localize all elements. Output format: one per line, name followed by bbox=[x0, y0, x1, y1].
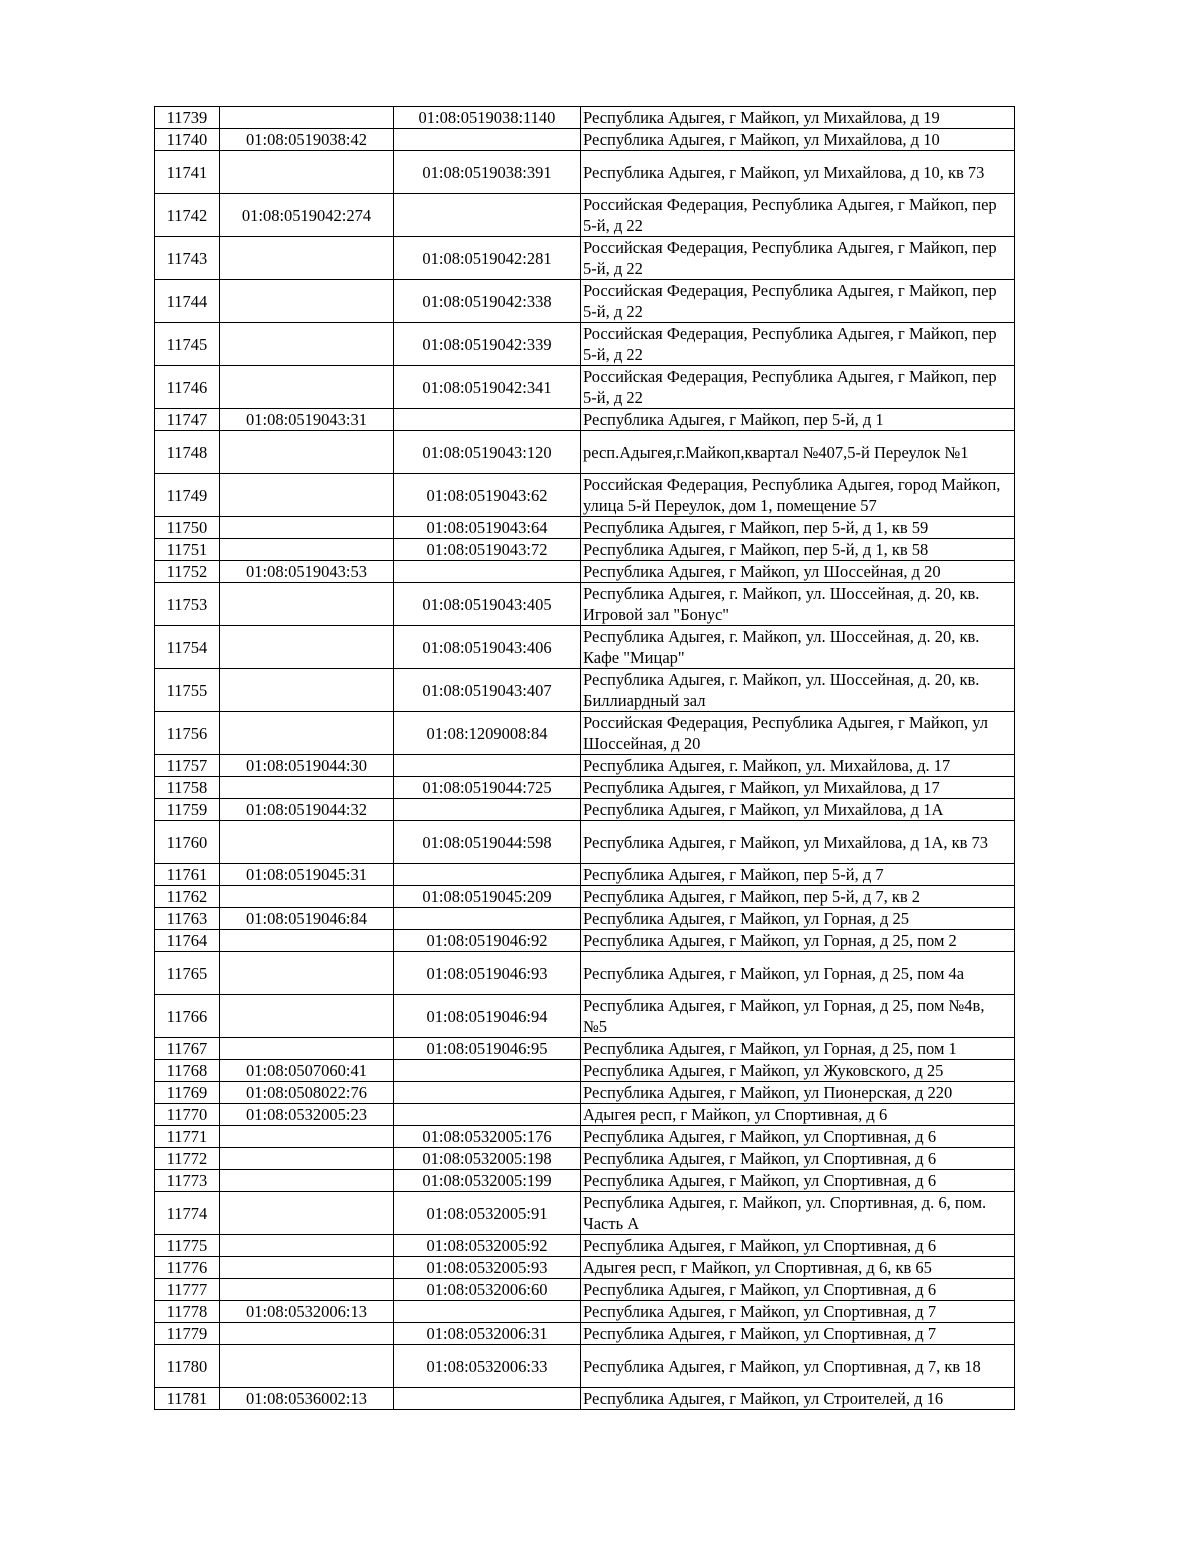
address-cell: Республика Адыгея, г. Майкоп, ул. Шоссейная, д. 20, кв. Кафе "Мицар" bbox=[581, 626, 1015, 669]
land-plot-number-cell bbox=[220, 151, 394, 194]
table-row bbox=[155, 151, 1015, 194]
address-cell: Республика Адыгея, г Майкоп, ул Михайлова, д 1А, кв 73 bbox=[581, 821, 1015, 864]
building-number-cell: 01:08:0519042:281 bbox=[394, 237, 581, 280]
address-cell: Российская Федерация, Республика Адыгея, г Майкоп, пер 5-й, д 22 bbox=[581, 366, 1015, 409]
building-number-cell: 01:08:0532005:93 bbox=[394, 1257, 581, 1279]
row-number-cell: 11749 bbox=[155, 474, 220, 517]
land-plot-number-cell bbox=[220, 280, 394, 323]
address-cell: Российская Федерация, Республика Адыгея, г Майкоп, пер 5-й, д 22 bbox=[581, 194, 1015, 237]
address-cell: Республика Адыгея, г Майкоп, ул Михайлова, д 10 bbox=[581, 129, 1015, 151]
building-number-cell: 01:08:0519044:598 bbox=[394, 821, 581, 864]
building-number-cell: 01:08:0519038:1140 bbox=[394, 107, 581, 129]
address-cell: Республика Адыгея, г Майкоп, ул Жуковского, д 25 bbox=[581, 1060, 1015, 1082]
table-row bbox=[155, 237, 1015, 280]
land-plot-number-cell bbox=[220, 539, 394, 561]
building-number-cell bbox=[394, 1104, 581, 1126]
land-plot-number-cell bbox=[220, 952, 394, 995]
row-number-cell: 11768 bbox=[155, 1060, 220, 1082]
land-plot-number-cell: 01:08:0519044:30 bbox=[220, 755, 394, 777]
row-number-cell: 11781 bbox=[155, 1388, 220, 1410]
building-number-cell: 01:08:0519045:209 bbox=[394, 886, 581, 908]
row-number-cell: 11754 bbox=[155, 626, 220, 669]
land-plot-number-cell bbox=[220, 517, 394, 539]
table-row bbox=[155, 366, 1015, 409]
land-plot-number-cell: 01:08:0519038:42 bbox=[220, 129, 394, 151]
table-row bbox=[155, 864, 1015, 886]
address-cell: Республика Адыгея, г Майкоп, ул Горная, д 25, пом 1 bbox=[581, 1038, 1015, 1060]
land-plot-number-cell bbox=[220, 366, 394, 409]
row-number-cell: 11741 bbox=[155, 151, 220, 194]
land-plot-number-cell bbox=[220, 886, 394, 908]
row-number-cell: 11742 bbox=[155, 194, 220, 237]
address-cell: Республика Адыгея, г Майкоп, ул Горная, д 25, пом 4а bbox=[581, 952, 1015, 995]
address-cell: Республика Адыгея, г Майкоп, пер 5-й, д 1 bbox=[581, 409, 1015, 431]
address-cell: Республика Адыгея, г Майкоп, ул Михайлова, д 19 bbox=[581, 107, 1015, 129]
building-number-cell: 01:08:0532006:31 bbox=[394, 1323, 581, 1345]
address-cell: Республика Адыгея, г Майкоп, ул Горная, д 25, пом 2 bbox=[581, 930, 1015, 952]
land-plot-number-cell: 01:08:0519045:31 bbox=[220, 864, 394, 886]
building-number-cell: 01:08:0519042:341 bbox=[394, 366, 581, 409]
building-number-cell: 01:08:0519043:120 bbox=[394, 431, 581, 474]
building-number-cell bbox=[394, 864, 581, 886]
land-plot-number-cell bbox=[220, 1257, 394, 1279]
land-plot-number-cell bbox=[220, 237, 394, 280]
land-plot-number-cell: 01:08:0532005:23 bbox=[220, 1104, 394, 1126]
row-number-cell: 11779 bbox=[155, 1323, 220, 1345]
building-number-cell: 01:08:0519046:94 bbox=[394, 995, 581, 1038]
table-row bbox=[155, 1060, 1015, 1082]
land-plot-number-cell bbox=[220, 1192, 394, 1235]
land-plot-number-cell bbox=[220, 1235, 394, 1257]
address-cell: респ.Адыгея,г.Майкоп,квартал №407,5-й Переулок №1 bbox=[581, 431, 1015, 474]
building-number-cell: 01:08:0532006:33 bbox=[394, 1345, 581, 1388]
address-cell: Республика Адыгея, г Майкоп, пер 5-й, д 1, кв 58 bbox=[581, 539, 1015, 561]
building-number-cell bbox=[394, 755, 581, 777]
row-number-cell: 11752 bbox=[155, 561, 220, 583]
building-number-cell: 01:08:0519043:72 bbox=[394, 539, 581, 561]
address-cell: Российская Федерация, Республика Адыгея, г Майкоп, ул Шоссейная, д 20 bbox=[581, 712, 1015, 755]
land-plot-number-cell bbox=[220, 1279, 394, 1301]
row-number-cell: 11755 bbox=[155, 669, 220, 712]
table-row bbox=[155, 1345, 1015, 1388]
table-row bbox=[155, 952, 1015, 995]
land-plot-number-cell bbox=[220, 821, 394, 864]
building-number-cell: 01:08:0519043:62 bbox=[394, 474, 581, 517]
land-plot-number-cell bbox=[220, 669, 394, 712]
address-cell: Российская Федерация, Республика Адыгея, г Майкоп, пер 5-й, д 22 bbox=[581, 323, 1015, 366]
row-number-cell: 11774 bbox=[155, 1192, 220, 1235]
table-row bbox=[155, 799, 1015, 821]
row-number-cell: 11758 bbox=[155, 777, 220, 799]
land-plot-number-cell bbox=[220, 107, 394, 129]
table-row bbox=[155, 1104, 1015, 1126]
row-number-cell: 11743 bbox=[155, 237, 220, 280]
address-cell: Адыгея респ, г Майкоп, ул Спортивная, д 6, кв 65 bbox=[581, 1257, 1015, 1279]
land-plot-number-cell: 01:08:0507060:41 bbox=[220, 1060, 394, 1082]
row-number-cell: 11750 bbox=[155, 517, 220, 539]
building-number-cell: 01:08:0519043:64 bbox=[394, 517, 581, 539]
table-row bbox=[155, 323, 1015, 366]
row-number-cell: 11763 bbox=[155, 908, 220, 930]
building-number-cell: 01:08:0519042:338 bbox=[394, 280, 581, 323]
table-row bbox=[155, 561, 1015, 583]
address-cell: Республика Адыгея, г Майкоп, ул Шоссейная, д 20 bbox=[581, 561, 1015, 583]
table-body bbox=[155, 107, 1015, 1410]
address-cell: Республика Адыгея, г Майкоп, ул Строителей, д 16 bbox=[581, 1388, 1015, 1410]
row-number-cell: 11756 bbox=[155, 712, 220, 755]
row-number-cell: 11771 bbox=[155, 1126, 220, 1148]
address-cell: Республика Адыгея, г. Майкоп, ул. Шоссейная, д. 20, кв. Биллиардный зал bbox=[581, 669, 1015, 712]
row-number-cell: 11753 bbox=[155, 583, 220, 626]
building-number-cell bbox=[394, 1082, 581, 1104]
table-row bbox=[155, 1235, 1015, 1257]
land-plot-number-cell: 01:08:0536002:13 bbox=[220, 1388, 394, 1410]
row-number-cell: 11751 bbox=[155, 539, 220, 561]
row-number-cell: 11748 bbox=[155, 431, 220, 474]
table-row bbox=[155, 755, 1015, 777]
table-row bbox=[155, 1323, 1015, 1345]
table-row bbox=[155, 129, 1015, 151]
row-number-cell: 11766 bbox=[155, 995, 220, 1038]
building-number-cell bbox=[394, 409, 581, 431]
table-row bbox=[155, 107, 1015, 129]
address-cell: Республика Адыгея, г. Майкоп, ул. Спортивная, д. 6, пом. Часть А bbox=[581, 1192, 1015, 1235]
address-cell: Республика Адыгея, г Майкоп, ул Спортивная, д 6 bbox=[581, 1148, 1015, 1170]
row-number-cell: 11775 bbox=[155, 1235, 220, 1257]
building-number-cell: 01:08:0519046:93 bbox=[394, 952, 581, 995]
building-number-cell: 01:08:0532006:60 bbox=[394, 1279, 581, 1301]
land-plot-number-cell bbox=[220, 1345, 394, 1388]
row-number-cell: 11739 bbox=[155, 107, 220, 129]
land-plot-number-cell: 01:08:0532006:13 bbox=[220, 1301, 394, 1323]
building-number-cell bbox=[394, 194, 581, 237]
address-cell: Российская Федерация, Республика Адыгея, город Майкоп, улица 5-й Переулок, дом 1, помещение 57 bbox=[581, 474, 1015, 517]
row-number-cell: 11759 bbox=[155, 799, 220, 821]
row-number-cell: 11761 bbox=[155, 864, 220, 886]
table-row bbox=[155, 431, 1015, 474]
address-cell: Республика Адыгея, г. Майкоп, ул. Михайлова, д. 17 bbox=[581, 755, 1015, 777]
row-number-cell: 11773 bbox=[155, 1170, 220, 1192]
building-number-cell bbox=[394, 1388, 581, 1410]
table-row bbox=[155, 280, 1015, 323]
address-cell: Республика Адыгея, г. Майкоп, ул. Шоссейная, д. 20, кв. Игровой зал "Бонус" bbox=[581, 583, 1015, 626]
row-number-cell: 11760 bbox=[155, 821, 220, 864]
address-cell: Республика Адыгея, г Майкоп, ул Пионерская, д 220 bbox=[581, 1082, 1015, 1104]
row-number-cell: 11757 bbox=[155, 755, 220, 777]
land-plot-number-cell bbox=[220, 323, 394, 366]
address-cell: Республика Адыгея, г Майкоп, пер 5-й, д 7, кв 2 bbox=[581, 886, 1015, 908]
land-plot-number-cell: 01:08:0519043:53 bbox=[220, 561, 394, 583]
row-number-cell: 11740 bbox=[155, 129, 220, 151]
address-cell: Российская Федерация, Республика Адыгея, г Майкоп, пер 5-й, д 22 bbox=[581, 237, 1015, 280]
building-number-cell: 01:08:0532005:91 bbox=[394, 1192, 581, 1235]
land-plot-number-cell: 01:08:0519044:32 bbox=[220, 799, 394, 821]
table-row bbox=[155, 1038, 1015, 1060]
land-plot-number-cell bbox=[220, 431, 394, 474]
table-row bbox=[155, 821, 1015, 864]
land-plot-number-cell bbox=[220, 1126, 394, 1148]
row-number-cell: 11746 bbox=[155, 366, 220, 409]
building-number-cell: 01:08:0519038:391 bbox=[394, 151, 581, 194]
building-number-cell bbox=[394, 561, 581, 583]
table-row bbox=[155, 409, 1015, 431]
land-plot-number-cell bbox=[220, 777, 394, 799]
table-row bbox=[155, 886, 1015, 908]
row-number-cell: 11767 bbox=[155, 1038, 220, 1060]
row-number-cell: 11765 bbox=[155, 952, 220, 995]
table-row bbox=[155, 539, 1015, 561]
building-number-cell bbox=[394, 908, 581, 930]
row-number-cell: 11772 bbox=[155, 1148, 220, 1170]
address-cell: Республика Адыгея, г Майкоп, ул Спортивная, д 6 bbox=[581, 1279, 1015, 1301]
table-row bbox=[155, 712, 1015, 755]
address-cell: Республика Адыгея, г Майкоп, ул Горная, д 25 bbox=[581, 908, 1015, 930]
building-number-cell: 01:08:0519046:92 bbox=[394, 930, 581, 952]
row-number-cell: 11769 bbox=[155, 1082, 220, 1104]
row-number-cell: 11780 bbox=[155, 1345, 220, 1388]
land-plot-number-cell: 01:08:0519043:31 bbox=[220, 409, 394, 431]
address-cell: Республика Адыгея, г Майкоп, ул Спортивная, д 6 bbox=[581, 1170, 1015, 1192]
building-number-cell: 01:08:0532005:198 bbox=[394, 1148, 581, 1170]
table-row bbox=[155, 1257, 1015, 1279]
row-number-cell: 11778 bbox=[155, 1301, 220, 1323]
building-number-cell: 01:08:0532005:199 bbox=[394, 1170, 581, 1192]
address-cell: Республика Адыгея, г Майкоп, ул Спортивная, д 7 bbox=[581, 1323, 1015, 1345]
land-plot-number-cell: 01:08:0508022:76 bbox=[220, 1082, 394, 1104]
building-number-cell bbox=[394, 799, 581, 821]
row-number-cell: 11744 bbox=[155, 280, 220, 323]
table-row bbox=[155, 1148, 1015, 1170]
row-number-cell: 11776 bbox=[155, 1257, 220, 1279]
cadastral-table bbox=[154, 106, 1015, 1410]
row-number-cell: 11745 bbox=[155, 323, 220, 366]
address-cell: Республика Адыгея, г Майкоп, ул Горная, д 25, пом №4в, №5 bbox=[581, 995, 1015, 1038]
address-cell: Республика Адыгея, г Майкоп, ул Спортивная, д 6 bbox=[581, 1126, 1015, 1148]
land-plot-number-cell bbox=[220, 583, 394, 626]
land-plot-number-cell bbox=[220, 474, 394, 517]
row-number-cell: 11764 bbox=[155, 930, 220, 952]
land-plot-number-cell bbox=[220, 1323, 394, 1345]
table-row bbox=[155, 1082, 1015, 1104]
table-row bbox=[155, 1388, 1015, 1410]
row-number-cell: 11770 bbox=[155, 1104, 220, 1126]
land-plot-number-cell: 01:08:0519046:84 bbox=[220, 908, 394, 930]
table-row bbox=[155, 626, 1015, 669]
address-cell: Республика Адыгея, г Майкоп, ул Спортивная, д 7, кв 18 bbox=[581, 1345, 1015, 1388]
row-number-cell: 11762 bbox=[155, 886, 220, 908]
building-number-cell: 01:08:0532005:176 bbox=[394, 1126, 581, 1148]
table-row bbox=[155, 1279, 1015, 1301]
table-row bbox=[155, 474, 1015, 517]
address-cell: Республика Адыгея, г Майкоп, пер 5-й, д 7 bbox=[581, 864, 1015, 886]
land-plot-number-cell bbox=[220, 930, 394, 952]
table-row bbox=[155, 669, 1015, 712]
land-plot-number-cell bbox=[220, 626, 394, 669]
table-row bbox=[155, 1301, 1015, 1323]
table-row bbox=[155, 1126, 1015, 1148]
table-row bbox=[155, 194, 1015, 237]
table-row bbox=[155, 517, 1015, 539]
table-row bbox=[155, 908, 1015, 930]
address-cell: Республика Адыгея, г Майкоп, ул Спортивная, д 7 bbox=[581, 1301, 1015, 1323]
land-plot-number-cell: 01:08:0519042:274 bbox=[220, 194, 394, 237]
land-plot-number-cell bbox=[220, 1170, 394, 1192]
building-number-cell bbox=[394, 129, 581, 151]
building-number-cell: 01:08:0519043:406 bbox=[394, 626, 581, 669]
building-number-cell: 01:08:0519043:405 bbox=[394, 583, 581, 626]
address-cell: Адыгея респ, г Майкоп, ул Спортивная, д 6 bbox=[581, 1104, 1015, 1126]
row-number-cell: 11747 bbox=[155, 409, 220, 431]
address-cell: Республика Адыгея, г Майкоп, ул Михайлова, д 17 bbox=[581, 777, 1015, 799]
table-row bbox=[155, 930, 1015, 952]
address-cell: Республика Адыгея, г Майкоп, пер 5-й, д 1, кв 59 bbox=[581, 517, 1015, 539]
building-number-cell: 01:08:0519046:95 bbox=[394, 1038, 581, 1060]
land-plot-number-cell bbox=[220, 1148, 394, 1170]
building-number-cell bbox=[394, 1060, 581, 1082]
table-row bbox=[155, 995, 1015, 1038]
building-number-cell: 01:08:1209008:84 bbox=[394, 712, 581, 755]
address-cell: Республика Адыгея, г Майкоп, ул Спортивная, д 6 bbox=[581, 1235, 1015, 1257]
building-number-cell: 01:08:0519042:339 bbox=[394, 323, 581, 366]
table-row bbox=[155, 1170, 1015, 1192]
building-number-cell: 01:08:0519043:407 bbox=[394, 669, 581, 712]
land-plot-number-cell bbox=[220, 712, 394, 755]
land-plot-number-cell bbox=[220, 995, 394, 1038]
table-row bbox=[155, 583, 1015, 626]
address-cell: Российская Федерация, Республика Адыгея, г Майкоп, пер 5-й, д 22 bbox=[581, 280, 1015, 323]
building-number-cell bbox=[394, 1301, 581, 1323]
table-row bbox=[155, 777, 1015, 799]
building-number-cell: 01:08:0532005:92 bbox=[394, 1235, 581, 1257]
address-cell: Республика Адыгея, г Майкоп, ул Михайлова, д 10, кв 73 bbox=[581, 151, 1015, 194]
land-plot-number-cell bbox=[220, 1038, 394, 1060]
building-number-cell: 01:08:0519044:725 bbox=[394, 777, 581, 799]
address-cell: Республика Адыгея, г Майкоп, ул Михайлова, д 1А bbox=[581, 799, 1015, 821]
table-row bbox=[155, 1192, 1015, 1235]
row-number-cell: 11777 bbox=[155, 1279, 220, 1301]
